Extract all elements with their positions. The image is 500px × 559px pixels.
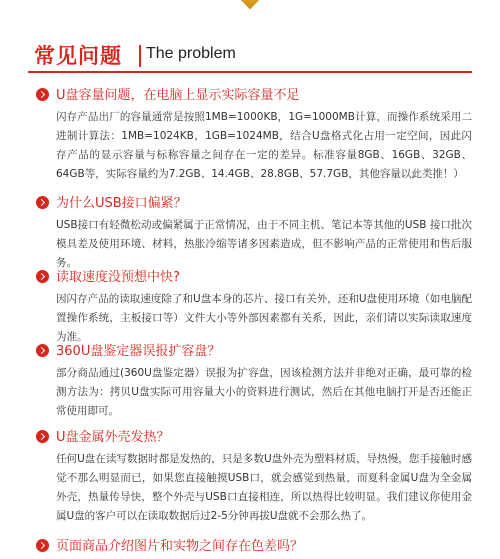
faq-question-text: 读取速度没预想中快? (56, 270, 180, 285)
faq-question-text: U盘金属外壳发热？ (56, 430, 170, 445)
faq-question-text: U盘容量问题，在电脑上显示实际容量不足 (56, 88, 300, 103)
faq-question (28, 535, 472, 559)
faq-answer: USB接口有轻微松动或偏紧属于正常情况，由于不同主机、笔记本等其他的USB 接口批次模具差及使用环境、材料，热胀冷缩等诸多因素造成，但不影响产品的正常使用和售后服务。 (56, 219, 472, 269)
header-separator (139, 45, 141, 67)
faq-answer: 闪存产品出厂的容量通常是按照1MB=1000KB，1G=1000MB计算，而操作系统采用二进制计算法：1MB=1024KB，1GB=1024MB，结合U盘格式化占用一定空间，因此闪存产品的显示容量与标称容量之间存在一定的差异。标准容量8GB、16GB、32GB、64GB等，实际容量约为7.2GB、14.4GB、28.8GB、57.7GB，其他容量以此类推！） (56, 111, 472, 180)
faq-item (28, 192, 472, 273)
chevron-circle-icon (36, 430, 49, 443)
faq-question (28, 266, 472, 290)
chevron-circle-icon (36, 88, 49, 101)
section-title-cn: 常见问题 (34, 44, 122, 68)
faq-question (28, 84, 472, 108)
chevron-circle-icon (36, 270, 49, 283)
faq-answer: 因闪存产品的读取速度除了和U盘本身的芯片、接口有关外，还和U盘使用环境（如电脑配置操作系统，主板接口等）文件大小等外部因素都有关系，因此，亲们请以实际读取速度为准。 (56, 293, 472, 343)
header-underline (28, 71, 472, 73)
section-title-en: The problem (146, 45, 236, 62)
faq-item (28, 535, 472, 559)
faq-question-text: 为什么USB接口偏紧？ (56, 196, 187, 211)
faq-item (28, 84, 472, 184)
section-header (28, 40, 472, 72)
faq-question-text: 页面商品介绍图片和实物之间存在色差吗？ (56, 539, 304, 554)
faq-item (28, 340, 472, 421)
chevron-circle-icon (36, 196, 49, 209)
faq-item (28, 266, 472, 347)
faq-question-text: 360U盘鉴定器误报扩容盘？ (56, 344, 221, 359)
faq-answer: 任何U盘在读写数据时都是发热的，只是多数U盘外壳为塑料材质，导热慢，您手接触时感觉不那么明显而已，如果您直接触摸USB口，就会感觉到热量，而夏科金属U盘为全金属外壳，热量传导快，整个外壳与USB口直接相连，所以热得比较明显。我们建议你使用金属U盘的客户可以在读取数据后过2-5分钟再拔U盘就不会那么热了。 (56, 453, 472, 522)
chevron-circle-icon (36, 344, 49, 357)
top-decoration-icon (239, 0, 262, 9)
faq-answer: 部分商品通过(360U盘鉴定器）误报为扩容盘，因该检测方法并非绝对正确，最可靠的检测方法为：拷贝U盘实际可用容量大小的资料进行测试，然后在其他电脑打开是否还能正常使用即可。 (56, 367, 472, 417)
faq-item (28, 426, 472, 526)
faq-question (28, 426, 472, 450)
chevron-circle-icon (36, 539, 49, 552)
faq-question (28, 340, 472, 364)
faq-question (28, 192, 472, 216)
